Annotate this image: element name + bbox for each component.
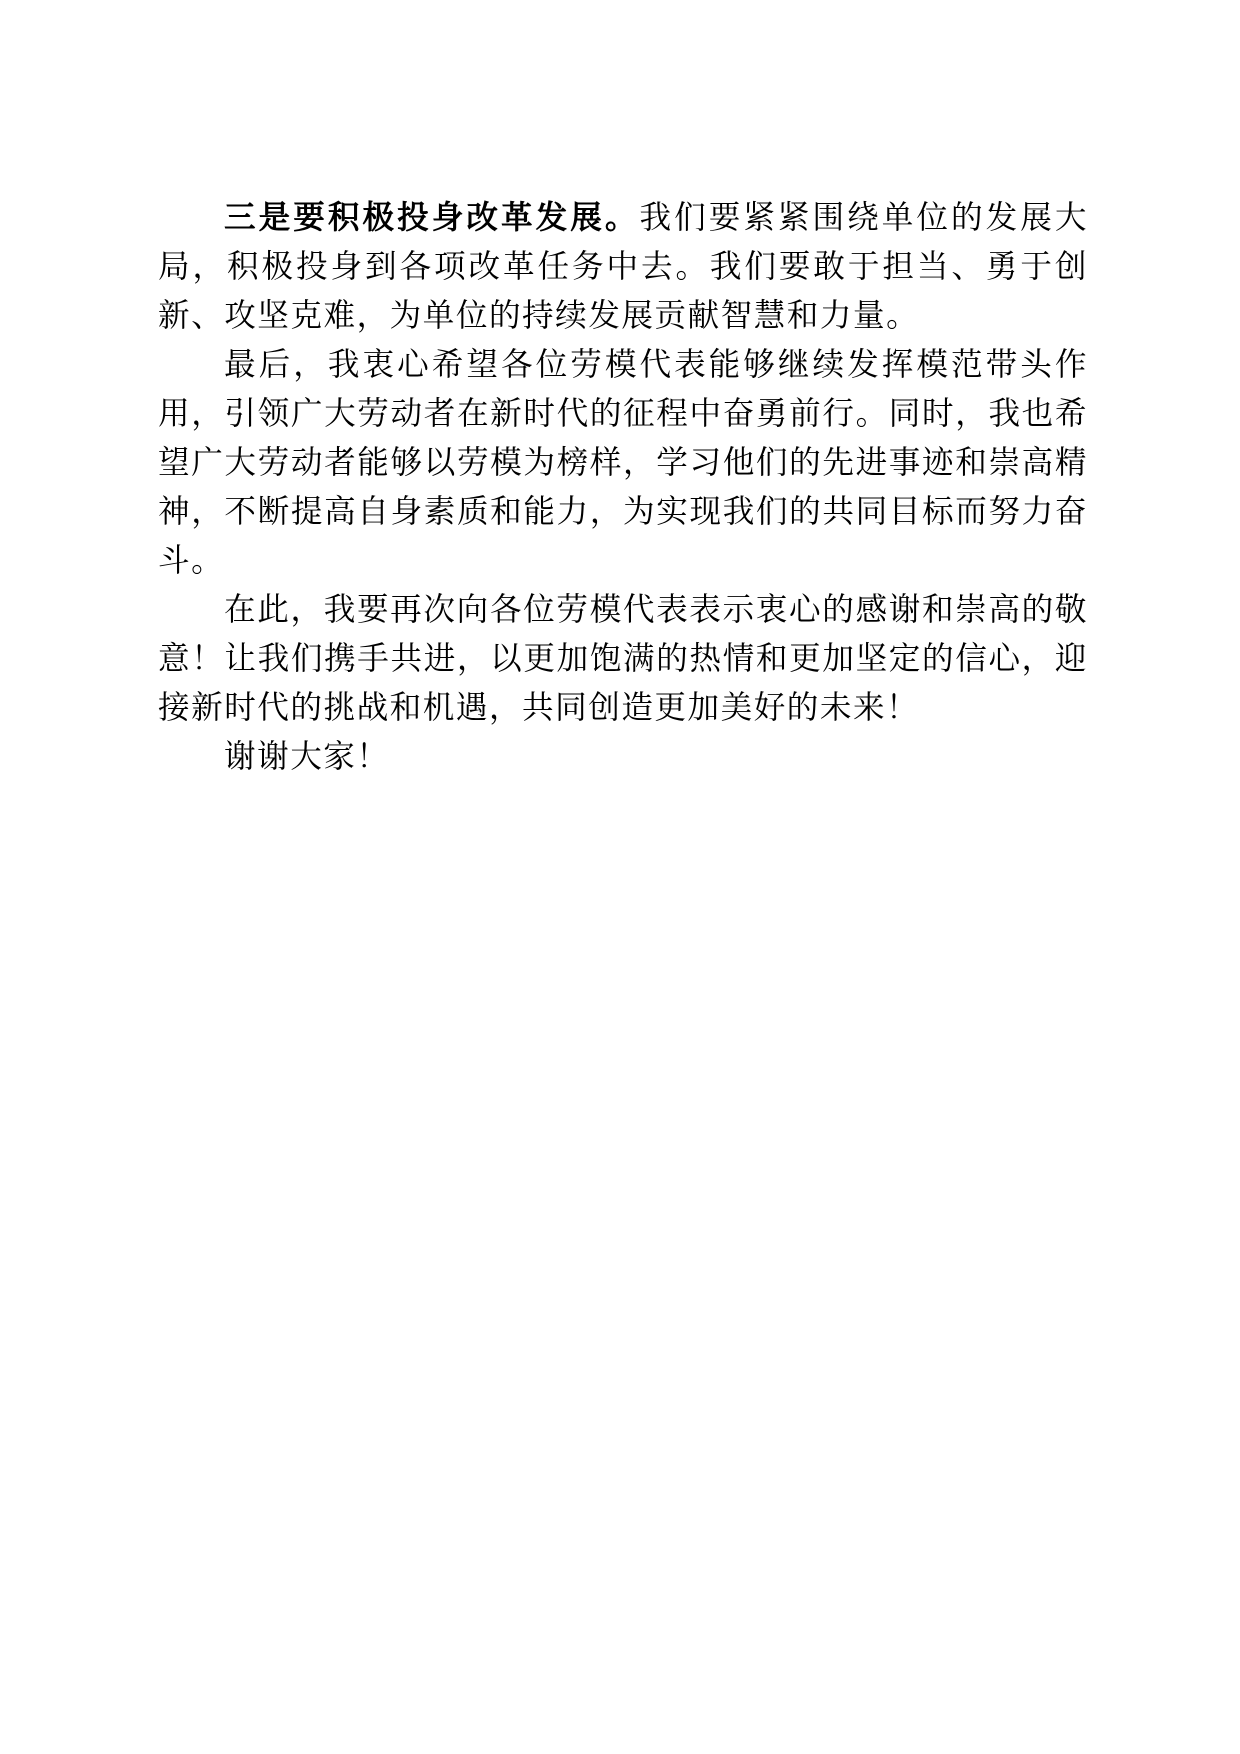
paragraph-text: 在此，我要再次向各位劳模代表表示衷心的感谢和崇高的敬意！让我们携手共进，以更加饱满的热情和更加坚定的信心，迎接新时代的挑战和机遇，共同创造更加美好的未来！ [158, 592, 1088, 726]
paragraph-text: 谢谢大家！ [224, 739, 390, 775]
document-body [158, 193, 1088, 782]
paragraph-text: 我们要紧紧围绕单位的发展大局，积极投身到各项改革任务中去。我们要敢于担当、勇于创新、攻坚克难，为单位的持续发展贡献智慧和力量。 [158, 200, 1088, 334]
paragraph-text: 最后，我衷心希望各位劳模代表能够继续发挥模范带头作用，引领广大劳动者在新时代的征程中奋勇前行。同时，我也希望广大劳动者能够以劳模为榜样，学习他们的先进事迹和崇高精神，不断提高自身素质和能力，为实现我们的共同目标而努力奋斗。 [158, 347, 1088, 579]
paragraph-lead-heading: 三是要积极投身改革发展。 [224, 199, 640, 236]
paragraph-thank-you [158, 733, 1088, 782]
paragraph-reform-development [158, 193, 1088, 341]
paragraph-thanks-respect [158, 586, 1088, 733]
paragraph-closing-hope [158, 341, 1088, 586]
